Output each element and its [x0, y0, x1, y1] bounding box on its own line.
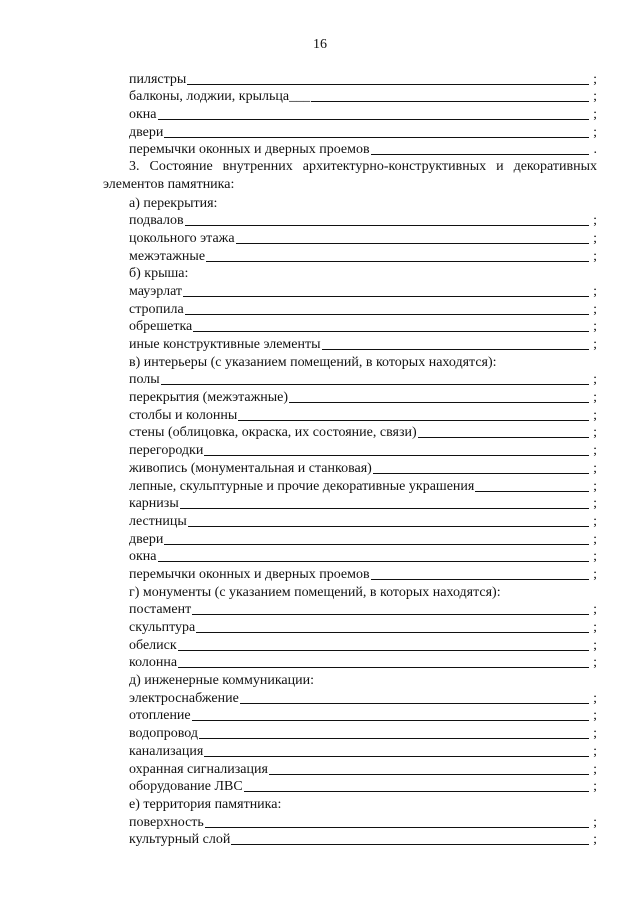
form-line — [103, 724, 597, 742]
line-end-punctuation: ; — [593, 71, 597, 87]
group-heading: д) инженерные коммуникации: — [129, 673, 314, 689]
line-end-punctuation: ; — [593, 602, 597, 618]
blank-field-line[interactable] — [193, 331, 589, 332]
form-line — [103, 689, 597, 707]
form-line-label: обелиск — [129, 637, 177, 653]
form-line-label: поверхность — [129, 814, 204, 830]
line-end-punctuation: ; — [593, 743, 597, 759]
blank-field-line[interactable] — [204, 756, 589, 757]
form-line — [103, 371, 597, 389]
form-line — [103, 601, 597, 619]
form-line-label: карнизы — [129, 496, 179, 512]
blank-field-line[interactable] — [158, 561, 589, 562]
form-line — [103, 831, 597, 849]
blank-field-line[interactable] — [161, 384, 589, 385]
line-end-punctuation: ; — [593, 566, 597, 582]
line-end-punctuation: ; — [593, 230, 597, 246]
form-line — [103, 459, 597, 477]
blank-field-line[interactable] — [199, 738, 589, 739]
form-line-label: цокольного этажа — [129, 230, 235, 246]
blank-field-line[interactable] — [187, 84, 589, 85]
line-end-punctuation: ; — [593, 620, 597, 635]
blank-field-line[interactable] — [204, 455, 589, 456]
blank-field-line[interactable] — [164, 544, 589, 545]
line-end-punctuation: ; — [593, 708, 597, 724]
form-line-label: балконы, лоджии, крыльца___ — [129, 89, 311, 105]
blank-field-line[interactable] — [244, 791, 589, 792]
form-line — [103, 636, 597, 654]
blank-field-line[interactable] — [240, 703, 589, 704]
line-end-punctuation: ; — [593, 460, 597, 476]
line-end-punctuation: ; — [593, 301, 597, 317]
blank-field-line[interactable] — [236, 243, 589, 244]
section-3-heading-cont: элементов памятника: — [103, 177, 235, 193]
blank-field-line[interactable] — [185, 225, 589, 226]
form-line — [103, 247, 597, 265]
form-line — [103, 441, 597, 459]
form-line — [103, 495, 597, 513]
blank-field-line[interactable] — [196, 632, 589, 633]
line-end-punctuation: ; — [593, 372, 597, 388]
line-end-punctuation: ; — [593, 124, 597, 140]
blank-field-line[interactable] — [164, 137, 589, 138]
blank-field-line[interactable] — [373, 473, 589, 474]
line-end-punctuation: ; — [593, 832, 597, 848]
blank-field-line[interactable] — [371, 154, 589, 155]
form-line — [103, 512, 597, 530]
line-end-punctuation: ; — [593, 814, 597, 830]
blank-field-line[interactable] — [289, 402, 589, 403]
form-line-label: охранная сигнализация — [129, 761, 268, 777]
group-heading: в) интерьеры (с указанием помещений, в которых находятся): — [129, 354, 497, 370]
form-line — [103, 406, 597, 424]
form-line-label: иные конструктивные элементы — [129, 337, 321, 352]
section-3-groups — [103, 194, 597, 848]
page-number: 16 — [313, 37, 327, 52]
form-line-label: оборудование ЛВС — [129, 779, 243, 795]
form-line — [103, 424, 597, 442]
form-line-label: межэтажные — [129, 248, 206, 264]
blank-field-line[interactable] — [158, 119, 589, 120]
group-heading: е) территория памятника: — [129, 796, 282, 812]
line-end-punctuation: ; — [593, 761, 597, 777]
form-line — [103, 388, 597, 406]
line-end-punctuation: ; — [593, 89, 597, 105]
line-end-punctuation: ; — [593, 779, 597, 795]
line-end-punctuation: ; — [593, 655, 597, 671]
line-end-punctuation: ; — [593, 531, 597, 547]
form-line-label: стены (облицовка, окраска, их состояние, связи) — [129, 425, 417, 441]
form-line — [103, 778, 597, 796]
line-end-punctuation: ; — [593, 283, 597, 299]
blank-field-line[interactable] — [178, 667, 589, 668]
form-line — [103, 300, 597, 318]
blank-field-line[interactable] — [206, 261, 589, 262]
blank-field-line[interactable] — [311, 101, 589, 102]
blank-field-line[interactable] — [269, 774, 589, 775]
form-line-label: мауэрлат — [129, 283, 183, 299]
blank-field-line[interactable] — [185, 314, 589, 315]
form-line — [103, 70, 597, 88]
form-line-label: водопровод — [129, 726, 198, 742]
form-line — [103, 123, 597, 141]
form-line-label: отопление — [129, 708, 191, 724]
form-line-label: двери — [129, 531, 164, 547]
blank-field-line[interactable] — [192, 720, 589, 721]
form-line — [103, 318, 597, 336]
line-end-punctuation: ; — [593, 248, 597, 264]
blank-field-line[interactable] — [180, 508, 589, 509]
form-line — [103, 530, 597, 548]
blank-field-line[interactable] — [188, 526, 589, 527]
form-line-label: полы — [129, 372, 160, 388]
blank-field-line[interactable] — [475, 491, 589, 492]
group-heading: а) перекрытия: — [129, 195, 218, 211]
line-end-punctuation: ; — [593, 337, 597, 352]
form-line-label: живопись (монументальная и станковая) — [129, 460, 372, 476]
form-line-label: окна — [129, 107, 157, 123]
form-line-label: скульптура — [129, 620, 196, 635]
blank-field-line[interactable] — [371, 579, 589, 580]
form-line-label: столбы и колонны — [129, 407, 238, 423]
line-end-punctuation: ; — [593, 443, 597, 459]
form-line — [103, 654, 597, 672]
form-line-label: перекрытия (межэтажные) — [129, 390, 289, 406]
line-end-punctuation: ; — [593, 549, 597, 565]
line-end-punctuation: ; — [593, 425, 597, 441]
form-line-label: окна — [129, 549, 157, 565]
blank-field-line[interactable] — [322, 349, 589, 350]
blank-field-line[interactable] — [178, 650, 589, 651]
blank-field-line[interactable] — [183, 296, 589, 297]
form-line — [103, 229, 597, 247]
line-end-punctuation: ; — [593, 496, 597, 512]
blank-field-line[interactable] — [238, 420, 589, 421]
form-line — [103, 618, 597, 636]
form-line-label: колонна — [129, 655, 178, 671]
form-line-label: перегородки — [129, 443, 204, 459]
form-line-label: обрешетка — [129, 319, 193, 335]
form-line-label: стропила — [129, 301, 184, 317]
line-end-punctuation: ; — [593, 319, 597, 335]
blank-field-line[interactable] — [418, 437, 589, 438]
form-line — [103, 335, 597, 353]
form-line — [103, 88, 597, 106]
form-line-label: перемычки оконных и дверных проемов — [129, 566, 370, 582]
blank-field-line[interactable] — [205, 827, 589, 828]
form-line — [103, 565, 597, 583]
form-line-label: подвалов — [129, 213, 184, 229]
line-end-punctuation: ; — [593, 390, 597, 406]
section-3-heading: 3. Состояние внутренних архитектурно-конструктивных и декоративных — [129, 159, 597, 175]
form-line — [103, 707, 597, 725]
form-line-label: постамент — [129, 602, 192, 618]
form-line-label: электроснабжение — [129, 690, 239, 706]
form-line — [103, 742, 597, 760]
line-end-punctuation: ; — [593, 513, 597, 529]
exterior-items — [103, 70, 597, 158]
document-body — [103, 70, 597, 848]
form-line-label: перемычки оконных и дверных проемов — [129, 142, 370, 158]
line-end-punctuation: ; — [593, 107, 597, 123]
form-line — [103, 105, 597, 123]
group-heading: б) крыша: — [129, 266, 189, 282]
form-line — [103, 141, 597, 159]
form-line — [103, 212, 597, 230]
form-line-label: лестницы — [129, 513, 187, 529]
group-heading: г) монументы (с указанием помещений, в которых находятся): — [129, 584, 501, 600]
form-line — [103, 477, 597, 495]
line-end-punctuation: ; — [593, 726, 597, 742]
blank-field-line[interactable] — [192, 614, 589, 615]
line-end-punctuation: ; — [593, 407, 597, 423]
form-line-label: культурный слой — [129, 832, 231, 848]
form-line — [103, 760, 597, 778]
form-line-label: лепные, скульптурные и прочие декоративные украшения — [129, 478, 475, 494]
line-end-punctuation: ; — [593, 690, 597, 706]
form-line-label: канализация — [129, 743, 204, 759]
line-end-punctuation: . — [593, 142, 597, 158]
form-line — [103, 813, 597, 831]
form-line-label: двери — [129, 124, 164, 140]
form-line — [103, 282, 597, 300]
form-line — [103, 548, 597, 566]
line-end-punctuation: ; — [593, 478, 597, 494]
line-end-punctuation: ; — [593, 637, 597, 653]
line-end-punctuation: ; — [593, 213, 597, 229]
form-line-label: пилястры — [129, 71, 187, 87]
blank-field-line[interactable] — [231, 844, 589, 845]
